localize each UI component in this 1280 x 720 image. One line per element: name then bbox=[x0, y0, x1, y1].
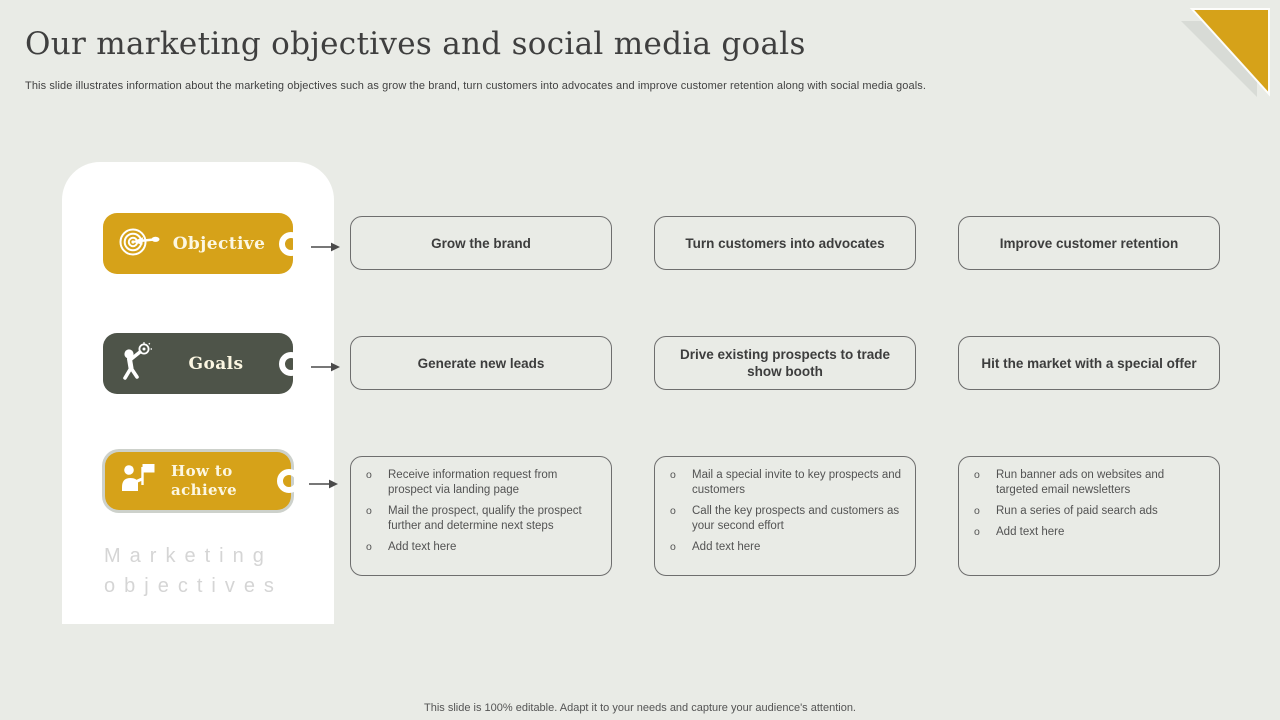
connector-ring bbox=[279, 232, 303, 256]
objective-box-3-text: Improve customer retention bbox=[999, 235, 1179, 251]
goal-box-2[interactable] bbox=[654, 336, 916, 390]
goal-box-3-text: Hit the market with a special offer bbox=[981, 355, 1197, 371]
person-target-icon bbox=[117, 341, 155, 387]
circle-bullet-icon bbox=[969, 468, 996, 498]
circle-bullet-icon bbox=[969, 504, 996, 519]
list-item-text: Add text here bbox=[692, 541, 761, 553]
right-arrow-icon bbox=[311, 358, 341, 377]
how-to-achieve-button[interactable] bbox=[105, 452, 291, 510]
watermark-line-1: Marketing bbox=[104, 545, 273, 567]
corner-triangles-decoration bbox=[1170, 0, 1280, 113]
watermark-text bbox=[104, 541, 283, 601]
bullet-list bbox=[361, 468, 603, 555]
circle-bullet-icon bbox=[665, 504, 692, 534]
page-title: Our marketing objectives and social media goals bbox=[25, 26, 806, 62]
list-item-text: Run banner ads on websites and targeted email newsletters bbox=[996, 469, 1165, 496]
objective-box-1[interactable] bbox=[350, 216, 612, 270]
connector-ring bbox=[277, 469, 301, 493]
list-item bbox=[969, 525, 1211, 540]
circle-bullet-icon bbox=[361, 504, 388, 534]
how-to-achieve-label: How to achieve bbox=[171, 462, 238, 499]
goals-button[interactable] bbox=[103, 333, 293, 394]
list-item-text: Add text here bbox=[996, 526, 1065, 538]
goal-box-3[interactable] bbox=[958, 336, 1220, 390]
list-item bbox=[665, 468, 907, 498]
objective-box-2[interactable] bbox=[654, 216, 916, 270]
circle-bullet-icon bbox=[969, 525, 996, 540]
list-item-text: Receive information request from prospect via landing page bbox=[388, 469, 558, 496]
objective-label: Objective bbox=[172, 233, 266, 254]
right-arrow-icon bbox=[311, 238, 341, 257]
circle-bullet-icon bbox=[665, 468, 692, 498]
goal-box-1-text: Generate new leads bbox=[417, 355, 545, 371]
list-item bbox=[969, 504, 1211, 519]
bullet-list bbox=[665, 468, 907, 555]
watermark-line-2: objectives bbox=[104, 575, 283, 597]
list-item bbox=[361, 468, 603, 498]
list-item-text: Call the key prospects and customers as your second effort bbox=[692, 505, 900, 532]
list-item-text: Add text here bbox=[388, 541, 457, 553]
objective-box-1-text: Grow the brand bbox=[431, 235, 531, 251]
goals-label: Goals bbox=[188, 353, 244, 374]
objective-button[interactable] bbox=[103, 213, 293, 274]
list-item-text: Mail the prospect, qualify the prospect further and determine next steps bbox=[388, 505, 582, 532]
circle-bullet-icon bbox=[665, 540, 692, 555]
connector-ring bbox=[279, 352, 303, 376]
target-arrow-icon bbox=[117, 224, 161, 264]
person-flag-icon bbox=[119, 459, 157, 503]
slide-description: This slide illustrates information about the marketing objectives such as grow the brand, turn customers into advocates and improve customer retention along with social media goals. bbox=[25, 80, 926, 92]
list-item bbox=[361, 540, 603, 555]
achieve-box-1[interactable] bbox=[350, 456, 612, 576]
objective-box-3[interactable] bbox=[958, 216, 1220, 270]
achieve-box-3[interactable] bbox=[958, 456, 1220, 576]
list-item-text: Mail a special invite to key prospects and customers bbox=[692, 469, 902, 496]
list-item bbox=[665, 504, 907, 534]
list-item bbox=[969, 468, 1211, 498]
list-item-text: Run a series of paid search ads bbox=[996, 505, 1158, 517]
list-item bbox=[361, 504, 603, 534]
bullet-list bbox=[969, 468, 1211, 540]
right-arrow-icon bbox=[309, 475, 339, 494]
circle-bullet-icon bbox=[361, 468, 388, 498]
list-item bbox=[665, 540, 907, 555]
goal-box-1[interactable] bbox=[350, 336, 612, 390]
achieve-box-2[interactable] bbox=[654, 456, 916, 576]
footer-note: This slide is 100% editable. Adapt it to your needs and capture your audience's attention. bbox=[424, 702, 856, 714]
objective-box-2-text: Turn customers into advocates bbox=[685, 235, 885, 251]
circle-bullet-icon bbox=[361, 540, 388, 555]
goal-box-2-text: Drive existing prospects to trade show booth bbox=[679, 347, 891, 379]
